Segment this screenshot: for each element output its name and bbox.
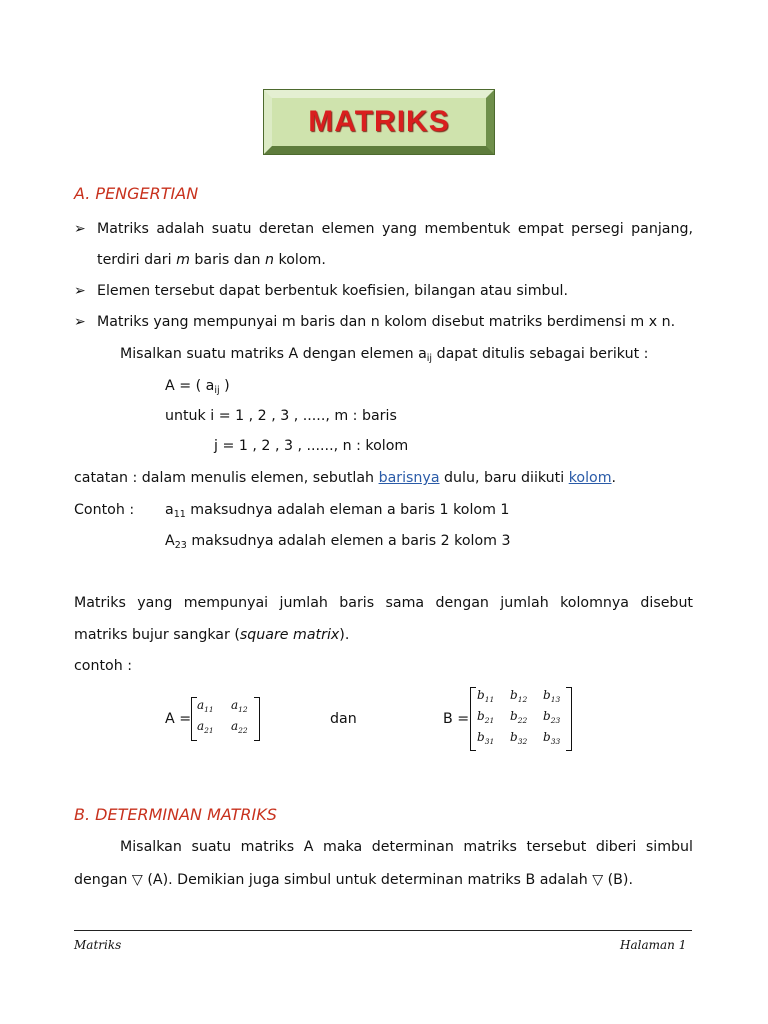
matrix-b-label: B = <box>443 711 470 727</box>
matrix-element: $b_{23}$ <box>543 709 561 725</box>
contoh-label: Contoh : <box>74 502 135 518</box>
section-b-heading: B. DETERMINAN MATRIKS <box>74 805 277 824</box>
page-title: MATRIKS <box>308 105 450 138</box>
arrow-bullet-icon: ➢ <box>74 314 86 330</box>
link-barisnya[interactable]: barisnya <box>378 470 440 486</box>
matrix-element: $b_{21}$ <box>477 709 495 725</box>
contoh-line-1: $a_{11}$ maksudnya adalah eleman a baris 1 kolom 1 <box>165 502 510 520</box>
matrix-element: $b_{22}$ <box>510 709 528 725</box>
bullet-3: Matriks yang mempunyai m baris dan n kolom disebut matriks berdimensi m x n. <box>97 314 676 330</box>
section-b-line-1: Misalkan suatu matriks A maka determinan matriks tersebut diberi simbul <box>120 839 693 855</box>
contoh-line-2: $A_{23}$ maksudnya adalah elemen a baris 2 kolom 3 <box>165 533 511 551</box>
matrix-a-label: A = <box>165 711 192 727</box>
section-a-heading: A. PENGERTIAN <box>74 184 199 203</box>
matrix-element: $b_{11}$ <box>477 688 495 704</box>
matrix-element: $a_{11}$ <box>197 698 214 714</box>
matrix-b <box>477 688 571 750</box>
matrix-element: $a_{22}$ <box>231 719 248 735</box>
bullet-1-line-1: Matriks adalah suatu deretan elemen yang membentuk empat persegi panjang, <box>97 221 693 237</box>
note-line: catatan : dalam menulis elemen, sebutlah barisnya dulu, baru diikuti kolom. <box>74 470 617 486</box>
footer-rule <box>74 930 692 931</box>
matrix-element: $a_{12}$ <box>231 698 248 714</box>
matrix-element: $b_{31}$ <box>477 730 495 746</box>
square-matrix-line-2: matriks bujur sangkar (square matrix). <box>74 627 350 643</box>
title-box <box>264 90 494 154</box>
footer-left: Matriks <box>74 938 122 952</box>
bullet-2: Elemen tersebut dapat berbentuk koefisien, bilangan atau simbul. <box>97 283 569 299</box>
section-b-line-2: dengan ▽ (A). Demikian juga simbul untuk determinan matriks B adalah ▽ (B). <box>74 872 633 888</box>
arrow-bullet-icon: ➢ <box>74 283 86 299</box>
dan-label: dan <box>330 711 357 727</box>
footer-right: Halaman 1 <box>620 938 687 952</box>
matrix-element: $b_{32}$ <box>510 730 528 746</box>
formula-j-range: j = 1 , 2 , 3 , ......, n : kolom <box>214 438 409 454</box>
matrix-element: $b_{13}$ <box>543 688 561 704</box>
matrix-a <box>197 698 255 740</box>
bullet-1-line-2: terdiri dari m baris dan n kolom. <box>97 252 326 268</box>
link-kolom[interactable]: kolom <box>568 470 612 486</box>
formula-i-range: untuk i = 1 , 2 , 3 , ....., m : baris <box>165 408 397 424</box>
matrix-element: $a_{21}$ <box>197 719 214 735</box>
matrix-b-left-bracket <box>470 687 476 751</box>
formula-a-aij: A = ( $a_{ij}$ ) <box>165 378 230 396</box>
matrix-element: $b_{33}$ <box>543 730 561 746</box>
matrix-element: $b_{12}$ <box>510 688 528 704</box>
arrow-bullet-icon: ➢ <box>74 221 86 237</box>
square-matrix-line-1: Matriks yang mempunyai jumlah baris sama dengan jumlah kolomnya disebut <box>74 595 693 611</box>
contoh-lower-label: contoh : <box>74 658 132 674</box>
example-intro: Misalkan suatu matriks A dengan elemen $a_{ij}$ dapat ditulis sebagai berikut : <box>120 346 649 364</box>
